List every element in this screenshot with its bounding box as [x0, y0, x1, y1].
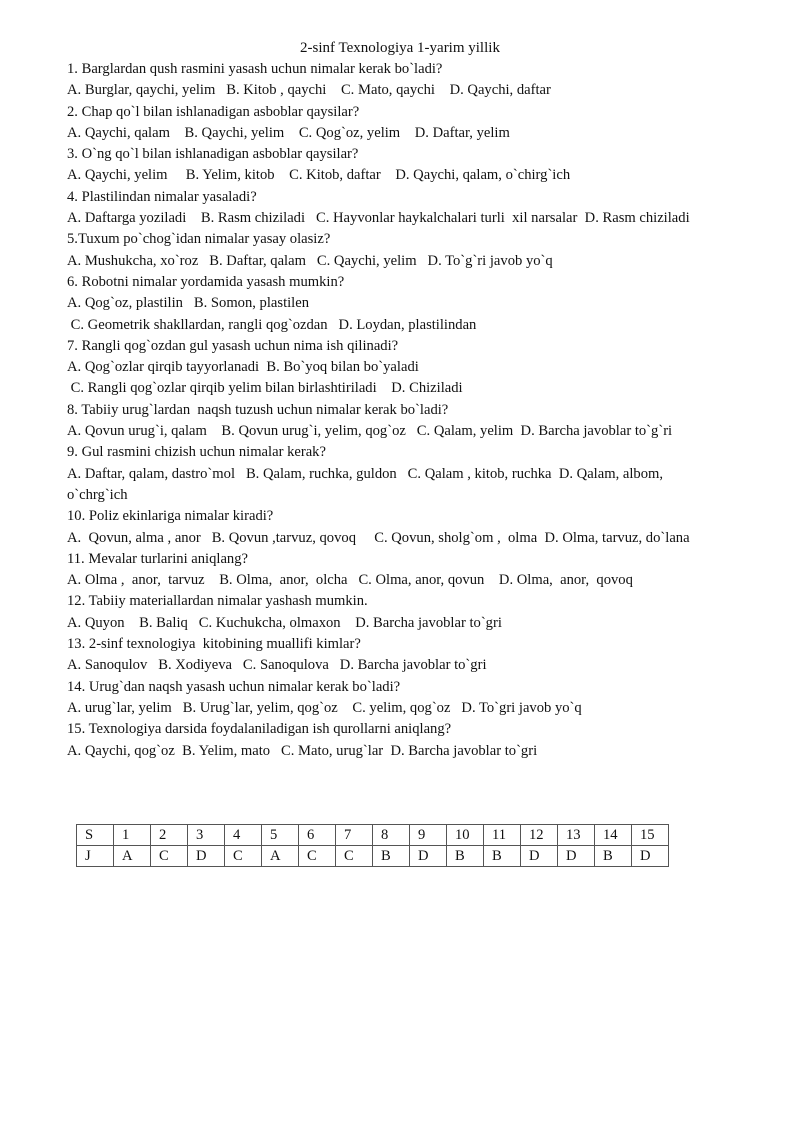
table-cell: D: [521, 846, 558, 867]
table-cell: B: [484, 846, 521, 867]
table-cell: C: [151, 846, 188, 867]
table-cell: A: [262, 846, 299, 867]
table-cell: 14: [595, 825, 632, 846]
table-cell: 1: [114, 825, 151, 846]
question-list: [67, 59, 767, 762]
table-cell: 9: [410, 825, 447, 846]
answer-key-row-answers: [77, 846, 669, 867]
table-cell: B: [447, 846, 484, 867]
answer-options-line: A. Mushukcha, xo`roz B. Daftar, qalam C. Qaychi, yelim D. To`g`ri javob yo`q: [67, 252, 553, 269]
table-cell: A: [114, 846, 151, 867]
question-line: 7. Rangli qog`ozdan gul yasash uchun nima ish qilinadi?: [67, 337, 399, 354]
question-line: 5.Tuxum po`chog`idan nimalar yasay olasiz?: [67, 231, 331, 248]
question-line: 9. Gul rasmini chizish uchun nimalar kerak?: [67, 444, 326, 461]
answer-options-line: A. Qaychi, yelim B. Yelim, kitob C. Kitob, daftar D. Qaychi, qalam, o`chirg`ich: [67, 167, 571, 184]
answer-key-row-questions: [77, 825, 669, 846]
question-line: 11. Mevalar turlarini aniqlang?: [67, 550, 249, 567]
answer-options-line: o`chrg`ich: [67, 486, 128, 503]
answer-key-table: [76, 824, 669, 867]
table-cell: 6: [299, 825, 336, 846]
answer-options-line: A. Daftarga yoziladi B. Rasm chiziladi C. Hayvonlar haykalchalari turli xil narsalar D. Rasm chiziladi: [67, 210, 690, 227]
table-cell: J: [77, 846, 114, 867]
table-cell: S: [77, 825, 114, 846]
table-cell: C: [299, 846, 336, 867]
answer-options-line: A. Qog`ozlar qirqib tayyorlanadi B. Bo`yoq bilan bo`yaladi: [67, 359, 419, 376]
table-cell: 2: [151, 825, 188, 846]
answer-options-line: A. Qaychi, qog`oz B. Yelim, mato C. Mato, urug`lar D. Barcha javoblar to`gri: [67, 742, 538, 759]
answer-options-line: A. Burglar, qaychi, yelim B. Kitob , qaychi C. Mato, qaychi D. Qaychi, daftar: [67, 82, 551, 99]
answer-options-line: A. Qog`oz, plastilin B. Somon, plastilen: [67, 295, 310, 312]
answer-options-line: A. Daftar, qalam, dastro`mol B. Qalam, ruchka, guldon C. Qalam , kitob, ruchka D. Qalam, albom,: [67, 465, 663, 482]
table-cell: D: [188, 846, 225, 867]
table-cell: D: [410, 846, 447, 867]
table-cell: 4: [225, 825, 262, 846]
table-cell: C: [336, 846, 373, 867]
answer-options-line: A. Qovun, alma , anor B. Qovun ,tarvuz, qovoq C. Qovun, sholg`om , olma D. Olma, tarvuz, do`lana: [67, 529, 690, 546]
table-cell: 7: [336, 825, 373, 846]
document-title: 2-sinf Texnologiya 1-yarim yillik: [300, 40, 500, 56]
question-line: 14. Urug`dan naqsh yasash uchun nimalar kerak bo`ladi?: [67, 678, 401, 695]
answer-options-line: C. Rangli qog`ozlar qirqib yelim bilan birlashtiriladi D. Chiziladi: [67, 380, 463, 397]
answer-options-line: A. Olma , anor, tarvuz B. Olma, anor, olcha C. Olma, anor, qovun D. Olma, anor, qovoq: [67, 572, 633, 589]
table-cell: 10: [447, 825, 484, 846]
table-cell: 5: [262, 825, 299, 846]
question-line: 15. Texnologiya darsida foydalaniladigan ish qurollarni aniqlang?: [67, 721, 452, 738]
answer-options-line: A. Qovun urug`i, qalam B. Qovun urug`i, yelim, qog`oz C. Qalam, yelim D. Barcha javoblar to`g`ri: [67, 423, 673, 440]
answer-options-line: A. Sanoqulov B. Xodiyeva C. Sanoqulova D. Barcha javoblar to`gri: [67, 657, 487, 674]
question-line: 13. 2-sinf texnologiya kitobining muallifi kimlar?: [67, 636, 361, 653]
table-cell: 12: [521, 825, 558, 846]
question-line: 12. Tabiiy materiallardan nimalar yashash mumkin.: [67, 593, 368, 610]
table-cell: 11: [484, 825, 521, 846]
question-line: 1. Barglardan qush rasmini yasash uchun nimalar kerak bo`ladi?: [67, 61, 443, 77]
answer-options-line: A. Qaychi, qalam B. Qaychi, yelim C. Qog`oz, yelim D. Daftar, yelim: [67, 124, 510, 141]
table-cell: B: [595, 846, 632, 867]
question-line: 3. O`ng qo`l bilan ishlanadigan asboblar qaysilar?: [67, 146, 359, 163]
question-line: 6. Robotni nimalar yordamida yasash mumkin?: [67, 273, 345, 290]
table-cell: D: [632, 846, 669, 867]
question-line: 10. Poliz ekinlariga nimalar kiradi?: [67, 508, 274, 525]
table-cell: 13: [558, 825, 595, 846]
question-line: 2. Chap qo`l bilan ishlanadigan asboblar qaysilar?: [67, 103, 360, 120]
table-cell: 15: [632, 825, 669, 846]
table-cell: B: [373, 846, 410, 867]
question-line: 8. Tabiiy urug`lardan naqsh tuzush uchun nimalar kerak bo`ladi?: [67, 401, 449, 418]
answer-options-line: A. urug`lar, yelim B. Urug`lar, yelim, qog`oz C. yelim, qog`oz D. To`gri javob yo`q: [67, 699, 582, 716]
question-line: 4. Plastilindan nimalar yasaladi?: [67, 188, 257, 205]
table-cell: C: [225, 846, 262, 867]
answer-options-line: C. Geometrik shakllardan, rangli qog`ozdan D. Loydan, plastilindan: [67, 316, 477, 333]
table-cell: D: [558, 846, 595, 867]
table-cell: 3: [188, 825, 225, 846]
table-cell: 8: [373, 825, 410, 846]
answer-options-line: A. Quyon B. Baliq C. Kuchukcha, olmaxon D. Barcha javoblar to`gri: [67, 614, 502, 631]
